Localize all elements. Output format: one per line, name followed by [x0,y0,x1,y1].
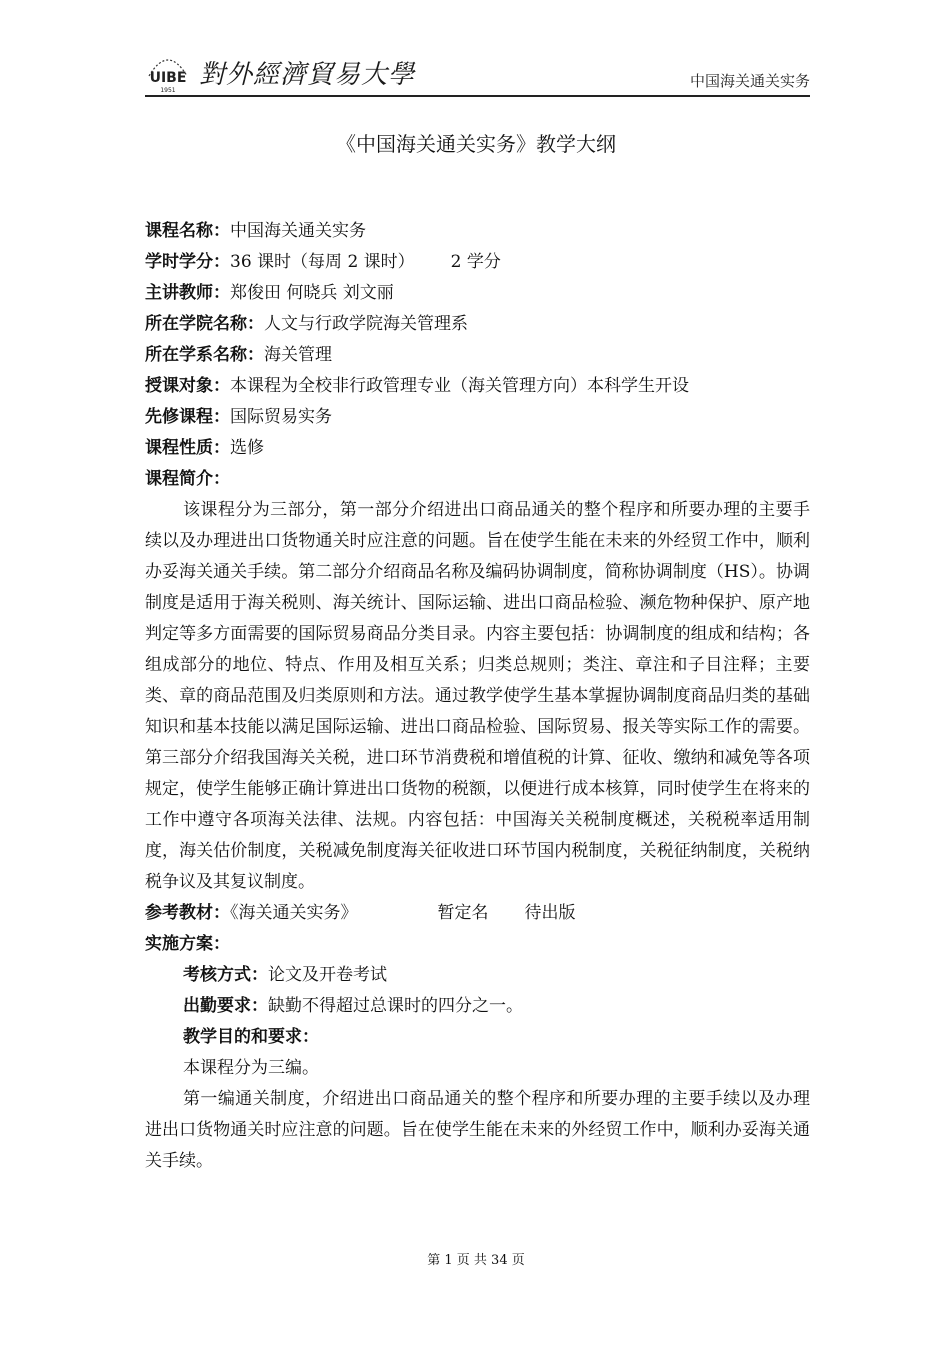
university-emblem-icon [145,50,191,94]
svg-text:1951: 1951 [160,87,176,94]
page-title: 《中国海关通关实务》教学大纲 [336,132,616,156]
field-prerequisite: 先修课程：国际贸易实务 [145,407,332,427]
field-department: 所在学系名称：海关管理 [145,345,332,365]
header-divider [145,95,810,97]
document-label: 中国海关通关实务 [689,72,810,90]
svg-text:UIBE: UIBE [149,70,187,86]
field-college: 所在学院名称：人文与行政学院海关管理系 [145,314,468,334]
field-goals-heading: 教学目的和要求： [183,1027,319,1047]
field-teachers: 主讲教师：郑俊田 何晓兵 刘文丽 [145,283,394,303]
field-audience: 授课对象：本课程为全校非行政管理专业（海关管理方向）本科学生开设 [145,376,689,396]
page-header [145,40,810,96]
syllabus-body [145,216,810,1177]
field-hours-credits: 学时学分：36 课时（每周 2 课时） 2 学分 [145,252,501,272]
field-attendance: 出勤要求：缺勤不得超过总课时的四分之一。 [183,996,523,1016]
field-textbook: 参考教材：《海关通关实务》 暂定名 待出版 [145,903,576,923]
field-exam-method: 考核方式：论文及开卷考试 [183,965,387,985]
goals-paragraph: 第一编通关制度，介绍进出口商品通关的整个程序和所要办理的主要手续以及办理进出口货物通关时应注意的问题。旨在使学生能在未来的外经贸工作中，顺利办妥海关通关手续。 [145,1089,810,1171]
page-footer: 第 1 页 共 34 页 [427,1253,525,1268]
course-intro-paragraph: 该课程分为三部分，第一部分介绍进出口商品通关的整个程序和所要办理的主要手续以及办理进出口货物通关时应注意的问题。旨在使学生能在未来的外经贸工作中，顺利办妥海关通关手续。第二部分介绍商品名称及编码协调制度，简称协调制度（HS）。协调制度是适用于海关税则、海关统计、国际运输、进出口商品检验、濒危物种保护、原产地判定等多方面需要的国际贸易商品分类目录。内容主要包括：协调制度的组成和结构；各组成部分的地位、特点、作用及相互关系；归类总规则；类注、章注和子目注释；主要类、章的商品范围及归类原则和方法。通过教学使学生基本掌握协调制度商品归类的基础知识和基本技能以满足国际运输、进出口商品检验、国际贸易、报关等实际工作的需要。第三部分介绍我国海关关税，进口环节消费税和增值税的计算、征收、缴纳和减免等各项规定，使学生能够正确计算进出口货物的税额，以便进行成本核算，同时使学生在将来的工作中遵守各项海关法律、法规。内容包括：中国海关关税制度概述，关税税率适用制度，海关估价制度，关税减免制度海关征收进口环节国内税制度，关税征纳制度，关税纳税争议及其复议制度。 [145,500,810,892]
field-course-type: 课程性质：选修 [145,438,264,458]
field-course-name: 课程名称：中国海关通关实务 [145,221,366,241]
university-name-script: 對外經濟貿易大學 [199,60,416,90]
field-intro-heading: 课程简介： [145,469,230,489]
goals-intro-line: 本课程分为三编。 [183,1058,319,1078]
field-plan-heading: 实施方案： [145,934,230,954]
